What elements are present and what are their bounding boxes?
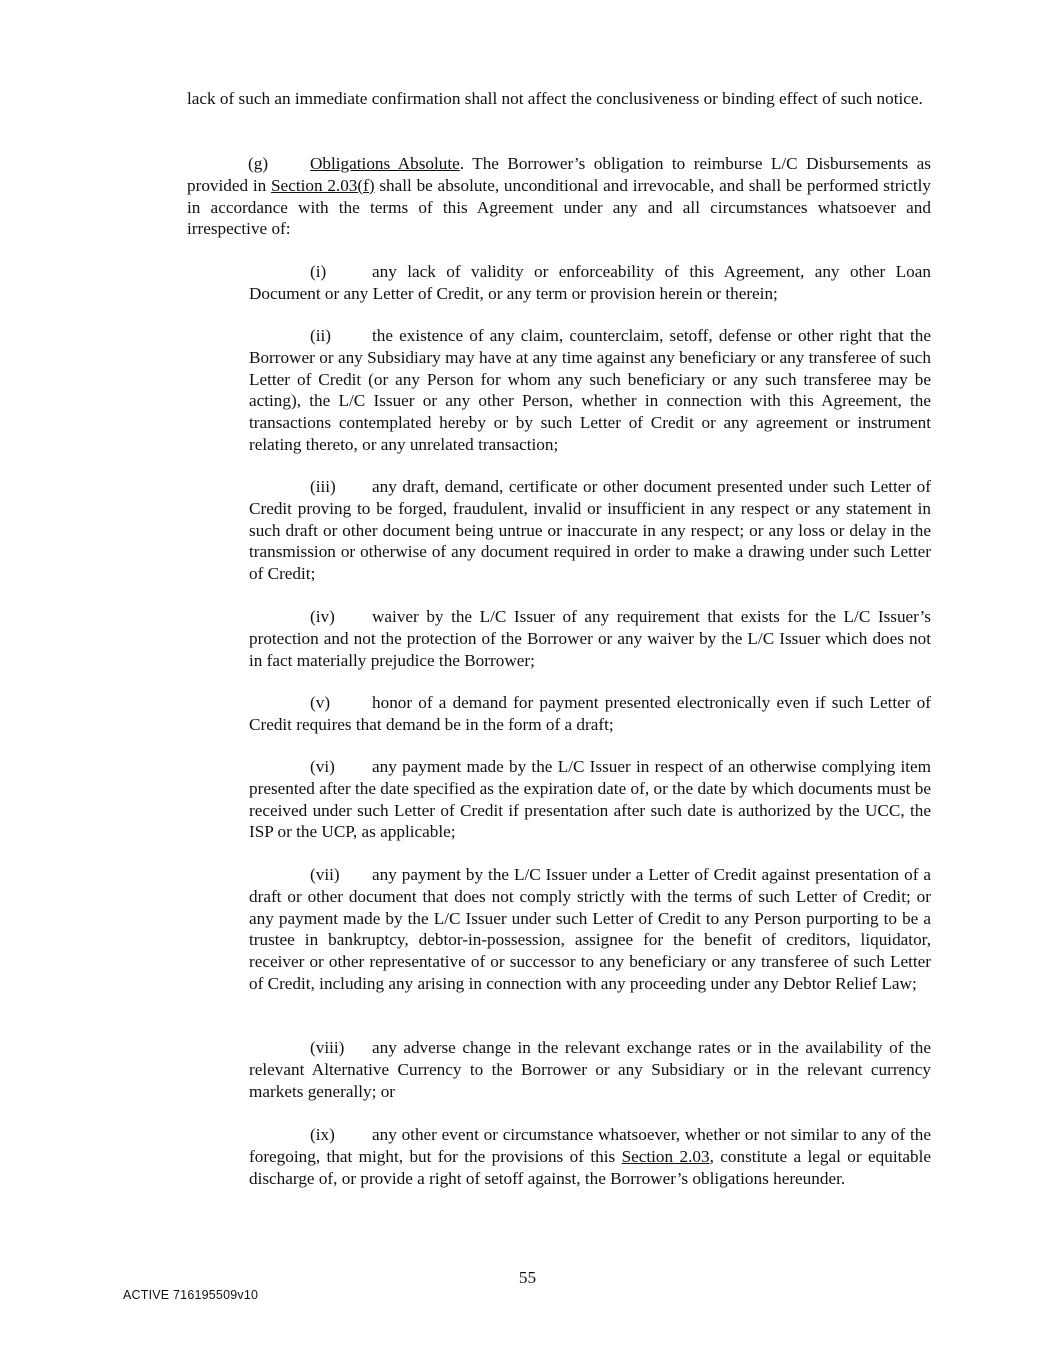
list-item-text: honor of a demand for payment presented electronically even if such Letter of Credit requires that demand be in the form of a draft; bbox=[249, 693, 931, 734]
list-item-ii bbox=[249, 325, 931, 456]
list-item-label: (iv) bbox=[310, 607, 335, 626]
document-footer-id: ACTIVE 716195509v10 bbox=[123, 1288, 259, 1302]
list-item-text-2: , constitute a legal or equitable discharge of, or provide a right of setoff against, the Borrower’s obligations hereunder. bbox=[249, 1146, 931, 1188]
list-item-text: the existence of any claim, counterclaim, setoff, defense or other right that the Borrower or any Subsidiary may have at any time against any beneficiary or any transferee of such Letter of Credit (or any Person for whom any such beneficiary or any such transferee may be acting), the L/C Issuer or any other Person, whether in connection with this Agreement, the transactions contemplated hereby or by such Letter of Credit or any agreement or instrument relating thereto, or any unrelated transaction; bbox=[249, 326, 931, 454]
list-item-label: (ii) bbox=[310, 326, 331, 345]
section-g-paragraph bbox=[187, 153, 931, 240]
list-item-label: (v) bbox=[310, 693, 331, 712]
list-item-text: any draft, demand, certificate or other document presented under such Letter of Credit proving to be forged, fraudulent, invalid or insufficient in any respect or any statement in such draft or other document being untrue or inaccurate in any respect; or any loss or delay in the transmission or otherwise of any document required in order to make a drawing under such Letter of Credit; bbox=[249, 477, 931, 584]
list-item-label: (ix) bbox=[310, 1125, 335, 1144]
list-item-i bbox=[249, 261, 931, 305]
list-item-label: (vii) bbox=[310, 865, 340, 884]
list-item-ix bbox=[249, 1124, 931, 1189]
list-item-iv bbox=[249, 606, 931, 671]
list-item-v bbox=[249, 692, 931, 736]
list-item-iii bbox=[249, 476, 931, 585]
section-g-text-1: . The Borrower’s obligation to reimburse L/C Disbursements as provided in bbox=[187, 154, 931, 195]
list-item-vi bbox=[249, 756, 931, 843]
section-g-heading: Obligations Absolute bbox=[310, 154, 460, 173]
list-item-text: any payment by the L/C Issuer under a Letter of Credit against presentation of a draft or other document that does not comply strictly with the terms of such Letter of Credit; or any payment made by the L/C Issuer under such Letter of Credit to any Person purporting to be a trustee in bankruptcy, debtor-in-possession, assignee for the benefit of creditors, liquidator, receiver or other representative of or successor to any beneficiary or any transferee of such Letter of Credit, including any arising in connection with any proceeding under any Debtor Relief Law; bbox=[249, 865, 931, 993]
list-item-label: (viii) bbox=[310, 1038, 345, 1057]
list-item-text: waiver by the L/C Issuer of any requirement that exists for the L/C Issuer’s protection and not the protection of the Borrower or any waiver by the L/C Issuer which does not in fact materially prejudice the Borrower; bbox=[249, 607, 931, 670]
list-item-label: (vi) bbox=[310, 757, 335, 776]
list-item-text: any payment made by the L/C Issuer in respect of an otherwise complying item presented after the date specified as the expiration date of, or the date by which documents must be received under such Letter of Credit if presentation after such date is authorized by the UCC, the ISP or the UCP, as applicable; bbox=[249, 757, 931, 842]
section-ref-2-03: Section 2.03 bbox=[621, 1146, 710, 1166]
section-ref-2-03f: Section 2.03(f) bbox=[271, 175, 375, 195]
page-number: 55 bbox=[518, 1268, 537, 1287]
section-g-text-2: shall be absolute, unconditional and irrevocable, and shall be performed strictly in accordance with the terms of this Agreement under any and all circumstances whatsoever and irrespective of: bbox=[187, 175, 931, 239]
list-item-label: (i) bbox=[310, 262, 327, 281]
intro-paragraph: lack of such an immediate confirmation shall not affect the conclusiveness or binding effect of such notice. bbox=[187, 89, 923, 108]
list-item-text: any lack of validity or enforceability of this Agreement, any other Loan Document or any Letter of Credit, or any term or provision herein or therein; bbox=[249, 262, 931, 303]
list-item-viii bbox=[249, 1037, 931, 1102]
list-item-vii bbox=[249, 864, 931, 995]
list-item-text-1: any other event or circumstance whatsoever, whether or not similar to any of the foregoing, that might, but for the provisions of this bbox=[249, 1125, 931, 1166]
list-item-label: (iii) bbox=[310, 477, 336, 496]
list-item-text: any adverse change in the relevant exchange rates or in the availability of the relevant Alternative Currency to the Borrower or any Subsidiary or in the relevant currency markets generally; or bbox=[249, 1038, 931, 1101]
section-g-label: (g) bbox=[248, 154, 269, 173]
